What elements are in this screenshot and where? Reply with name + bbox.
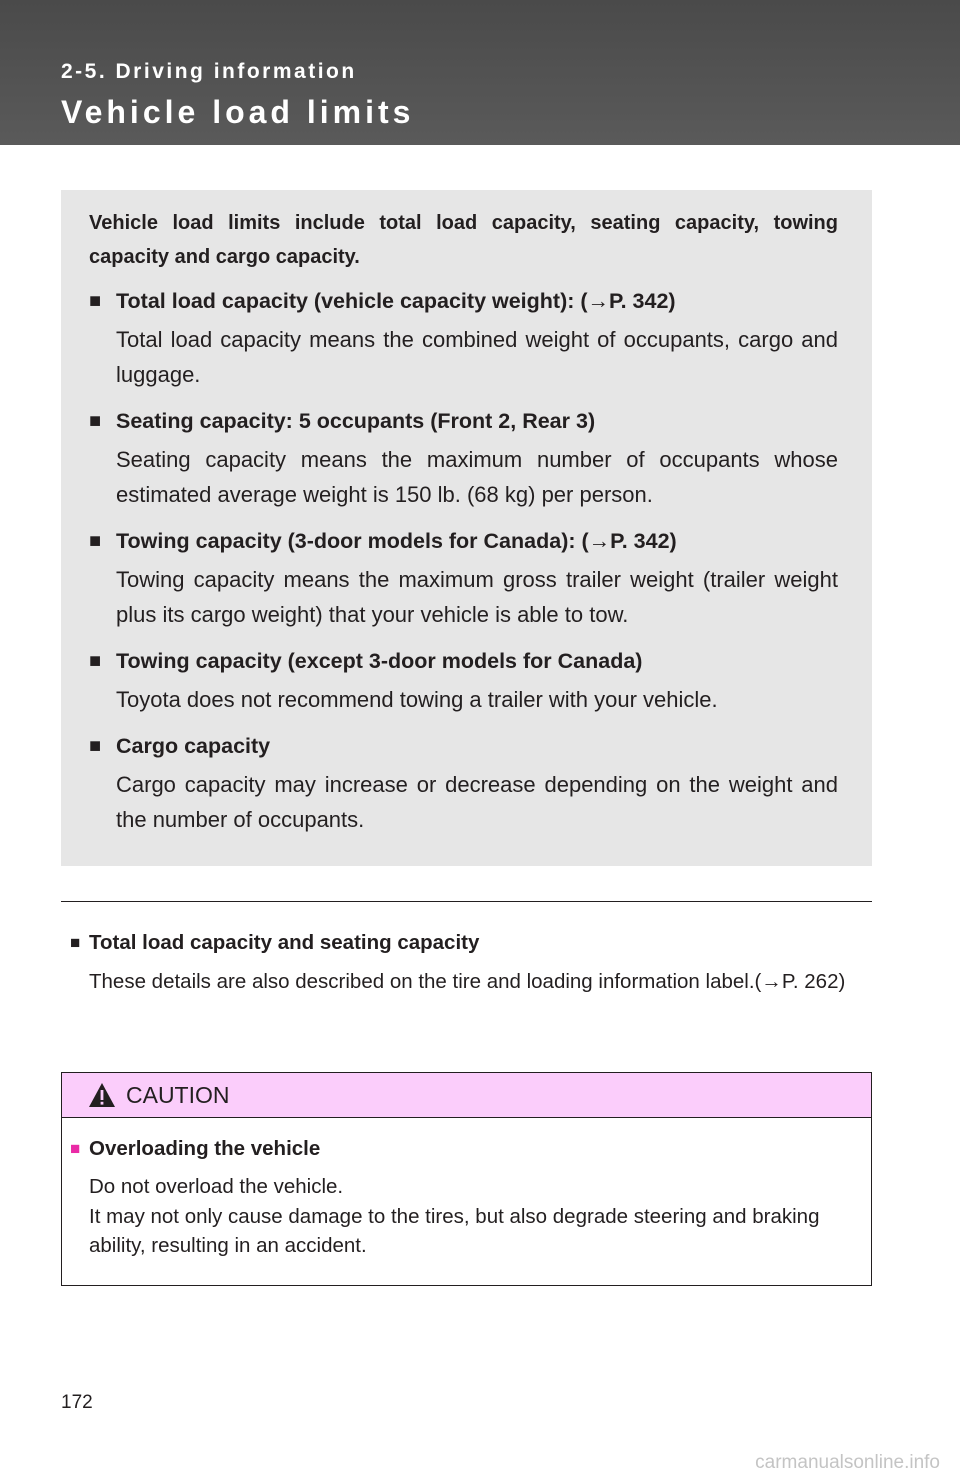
topic-body: Total load capacity means the combined weight of occupants, cargo and luggage.	[116, 327, 838, 387]
caution-body	[89, 1172, 861, 1261]
section-label: 2-5. Driving information	[61, 60, 357, 83]
topic-body: Toyota does not recommend towing a trailer with your vehicle.	[116, 687, 718, 712]
caution-line-2: It may not only cause damage to the tires, but also degrade steering and braking ability, resulting in an accident.	[89, 1204, 820, 1257]
topic-heading-text: Total load capacity (vehicle capacity weight): (→P. 342)	[116, 289, 676, 313]
section-divider	[61, 901, 872, 902]
square-bullet-icon: ■	[89, 290, 102, 312]
topic-seating	[89, 404, 838, 512]
page-header	[0, 0, 960, 145]
caution-label: CAUTION	[126, 1081, 230, 1108]
topic-heading	[89, 729, 838, 763]
topic-heading-text: Cargo capacity	[116, 734, 271, 758]
page-number: 172	[61, 1392, 93, 1413]
intro-text: Vehicle load limits include total load capacity, seating capacity, towing capacity and cargo capacity.	[89, 212, 838, 268]
square-bullet-icon: ■	[70, 1139, 81, 1158]
caution-header	[62, 1073, 871, 1118]
topic-heading-text: Seating capacity: 5 occupants (Front 2, Rear 3)	[116, 409, 596, 433]
topic-cargo	[89, 729, 838, 837]
note-heading	[70, 926, 862, 960]
topic-heading	[89, 404, 838, 438]
topic-body: Cargo capacity may increase or decrease depending on the weight and the number of occupants.	[116, 772, 838, 832]
square-bullet-icon: ■	[70, 933, 81, 952]
caution-heading	[70, 1132, 861, 1166]
topic-heading-text: Towing capacity (3-door models for Canada): (→P. 342)	[116, 529, 677, 553]
summary-box	[61, 190, 872, 866]
page-title: Vehicle load limits	[61, 94, 415, 130]
watermark: carmanualsonline.info	[755, 1452, 940, 1473]
square-bullet-icon: ■	[89, 410, 102, 432]
note-section	[70, 926, 862, 997]
square-bullet-icon: ■	[89, 530, 102, 552]
topic-towing-canada	[89, 524, 838, 632]
topic-total-load	[89, 284, 838, 392]
note-body: These details are also described on the tire and loading information label.(→P. 262)	[89, 970, 846, 993]
topic-body: Towing capacity means the maximum gross trailer weight (trailer weight plus its cargo weight) that your vehicle is able to tow.	[116, 567, 838, 627]
topic-heading	[89, 644, 838, 678]
caution-box	[61, 1072, 872, 1286]
topic-heading-text: Towing capacity (except 3-door models for Canada)	[116, 649, 643, 673]
caution-line-1: Do not overload the vehicle.	[89, 1175, 344, 1198]
topic-heading	[89, 284, 838, 318]
topic-body: Seating capacity means the maximum number of occupants whose estimated average weight is 150 lb. (68 kg) per person.	[116, 447, 838, 507]
square-bullet-icon: ■	[89, 735, 102, 757]
warning-triangle-icon	[88, 1082, 116, 1108]
topic-heading	[89, 524, 838, 558]
topic-towing-except	[89, 644, 838, 717]
square-bullet-icon: ■	[89, 650, 102, 672]
caution-content	[62, 1118, 871, 1261]
caution-heading-text: Overloading the vehicle	[89, 1137, 321, 1160]
note-heading-text: Total load capacity and seating capacity	[89, 931, 480, 954]
